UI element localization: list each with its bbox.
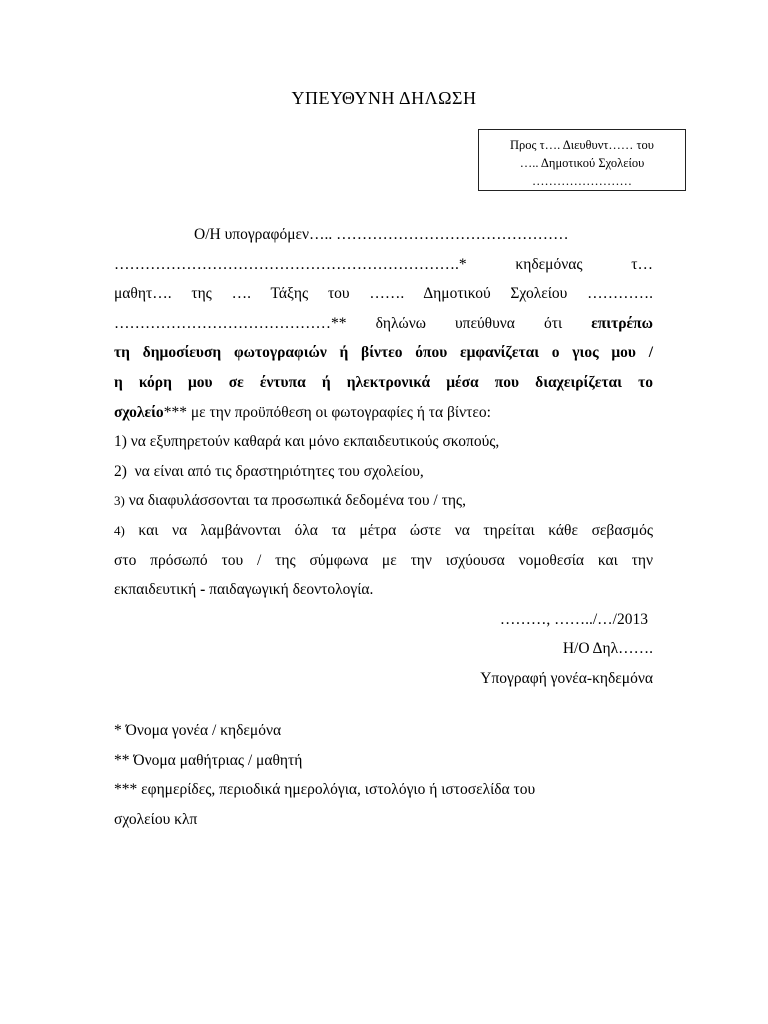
permission-text-1: τη δημοσίευση φωτογραφιών ή βίντεο όπου εμφανίζεται ο γιος μου /	[114, 344, 653, 362]
condition-3	[114, 486, 653, 516]
footnote-1: * Όνομα γονέα / κηδεμόνα	[114, 722, 282, 739]
condition-3-text: να διαφυλάσσονται τα προσωπικά δεδομένα του / της,	[124, 492, 466, 510]
condition-4-cont-a: εκπαιδευτική	[114, 581, 201, 599]
condition-4-dash: -	[200, 581, 206, 599]
condition-3-number: 3)	[114, 493, 125, 509]
permission-text-2: η κόρη μου σε έντυπα ή ηλεκτρονικά μέσα που διαχειρίζεται το	[114, 373, 653, 391]
footnotes	[114, 716, 653, 834]
condition-1	[114, 427, 653, 457]
signature-label: Υπογραφή γονέα-κηδεμόνα	[480, 669, 653, 687]
addressee-line-3: ……………………	[532, 174, 632, 188]
declarant-label: Η/Ο Δηλ…….	[562, 640, 653, 658]
condition-4-continued-2	[114, 575, 653, 605]
condition-4-number: 4)	[114, 522, 125, 538]
condition-4-text: και να λαμβάνονται όλα τα μέτρα ώστε να τηρείται κάθε σεβασμός	[124, 521, 653, 539]
condition-intro-line	[114, 398, 653, 428]
footnote-3-line-2: σχολείου κλπ	[114, 810, 198, 828]
condition-4-continued-1: στο πρόσωπό του / της σύμφωνα με την ισχύουσα νομοθεσία και την	[114, 551, 653, 569]
declaration-body	[114, 220, 653, 694]
date-line: ………, ……../…/2013	[499, 610, 648, 628]
student-name-text: ……………………………………** δηλώνω υπεύθυνα ότι	[114, 314, 592, 332]
condition-4	[114, 516, 653, 546]
condition-intro-text: *** με την προϋπόθεση οι φωτογραφίες ή τα βίντεο:	[163, 403, 491, 421]
condition-1-number: 1)	[114, 433, 127, 451]
permission-line-1	[114, 338, 653, 368]
addressee-line-1: Προς τ…. Διευθυντ…… του	[510, 138, 654, 152]
guardian-line: ………………………………………………………….* κηδεμόνας τ…	[114, 255, 653, 273]
student-name-line	[114, 309, 653, 339]
addressee-box	[478, 129, 686, 191]
condition-2-text: να είναι από τις δραστηριότητες του σχολείου,	[126, 462, 424, 480]
school-word: σχολείο	[114, 403, 164, 421]
document-title: ΥΠΕΥΘΥΝΗ ΔΗΛΩΣΗ	[291, 88, 477, 108]
footnote-2: ** Όνομα μαθήτριας / μαθητή	[114, 751, 303, 769]
footnote-3-line-1: *** εφημερίδες, περιοδικά ημερολόγια, ιστολόγιο ή ιστοσελίδα του	[114, 781, 536, 799]
condition-2-number: 2)	[114, 462, 127, 480]
addressee-line-2: ….. Δημοτικού Σχολείου	[519, 156, 645, 170]
declarant-name-line: Ο/Η υπογραφόμεν….. ………………………………………	[194, 226, 569, 243]
permission-line-2	[114, 368, 653, 398]
permit-word: επιτρέπω	[591, 314, 653, 332]
condition-4-cont-b: παιδαγωγική δεοντολογία.	[205, 581, 374, 599]
condition-2	[114, 457, 653, 487]
condition-1-text: να εξυπηρετούν καθαρά και μόνο εκπαιδευτικούς σκοπούς,	[126, 433, 500, 451]
student-class-line: μαθητ…. της …. Τάξης του ……. Δημοτικού Σχολείου ………….	[114, 285, 653, 303]
